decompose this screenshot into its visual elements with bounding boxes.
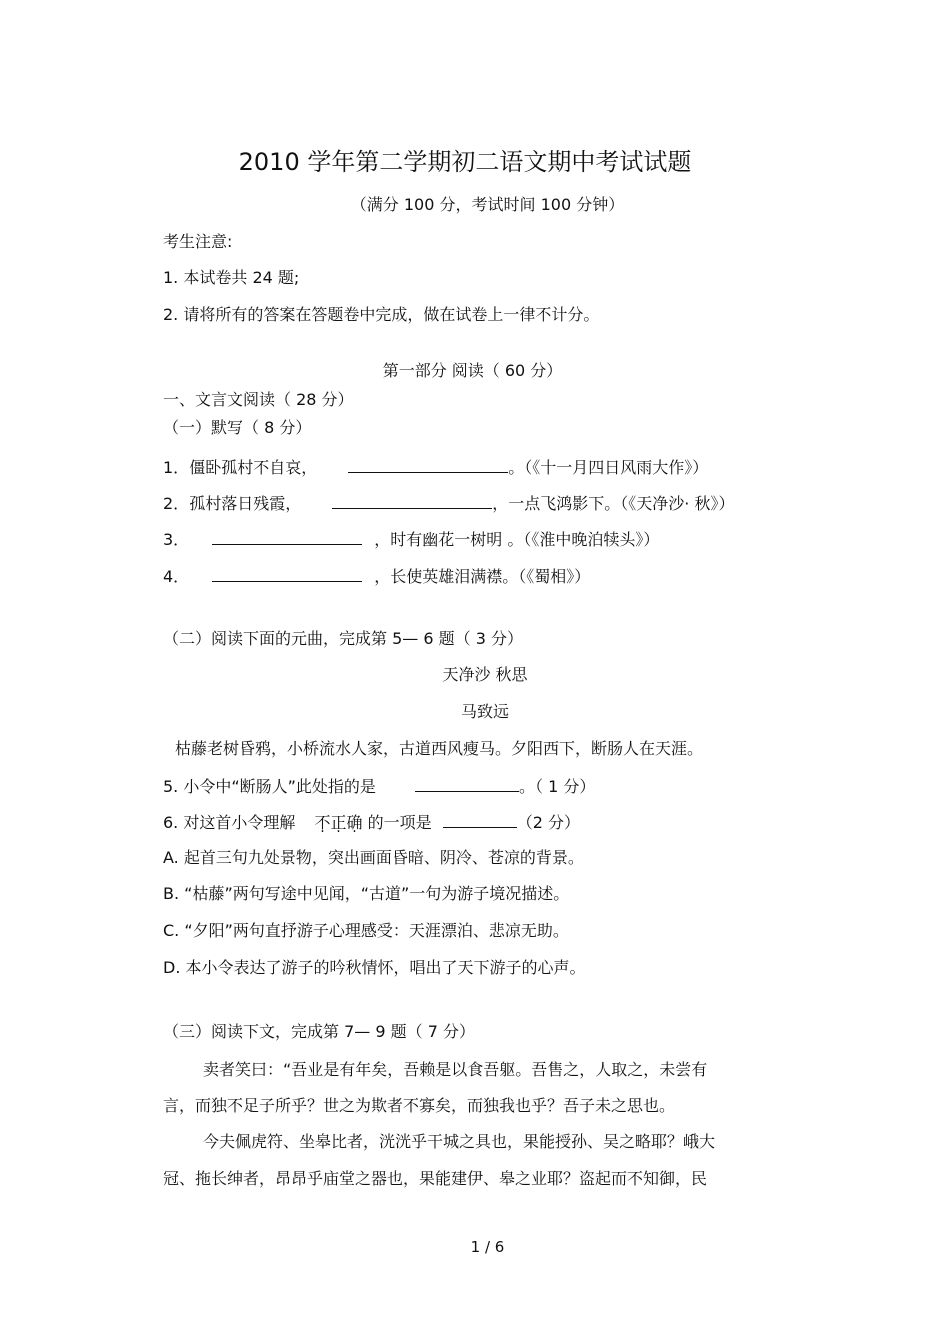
emphasis-text bbox=[314, 813, 362, 832]
question-number: 1． bbox=[163, 458, 190, 477]
section2-heading: （二）阅读下面的元曲，完成第 5— 6 题（ 3 分） bbox=[163, 629, 523, 648]
answer-blank[interactable] bbox=[212, 565, 362, 582]
question-text-pre: 孤村落日残霞， bbox=[189, 494, 302, 513]
emphasis-char: 确 bbox=[346, 813, 363, 832]
section3-heading: （三）阅读下文，完成第 7— 9 题（ 7 分） bbox=[163, 1022, 475, 1041]
answer-blank[interactable] bbox=[332, 492, 492, 509]
page-number: 1 / 6 bbox=[470, 1238, 505, 1256]
answer-blank[interactable] bbox=[212, 528, 362, 545]
option-c: C. “夕阳”两句直抒游子心理感受：天涯漂泊、悲凉无助。 bbox=[163, 921, 569, 940]
question-number: 3． bbox=[163, 530, 190, 549]
question-text-post: ，长使英雄泪满襟。（《蜀相》） bbox=[374, 567, 591, 586]
option-d: D. 本小令表达了游子的吟秋情怀，唱出了天下游子的心声。 bbox=[163, 958, 586, 977]
passage-line: 今夫佩虎符、坐皋比者，洸洸乎干城之具也，果能授孙、吴之略耶？峨大 bbox=[203, 1132, 716, 1151]
page-subtitle: （满分 100 分，考试时间 100 分钟） bbox=[350, 195, 625, 214]
part1-heading: 第一部分 阅读（ 60 分） bbox=[382, 361, 563, 380]
passage-line: 卖者笑曰：“吾业是有年矣，吾赖是以食吾躯。吾售之，人取之，未尝有 bbox=[203, 1060, 708, 1079]
question-3 bbox=[163, 528, 659, 550]
passage-line: 冠、拖长绅者，昂昂乎庙堂之器也，果能建伊、皋之业耶？盗起而不知御，民 bbox=[163, 1169, 708, 1188]
question-text-post: ，一点飞鸿影下。（《天净沙· 秋》） bbox=[492, 494, 735, 513]
question-text-post: 。（ 1 分） bbox=[519, 777, 596, 796]
question-number: 2． bbox=[163, 494, 190, 513]
page-title: 2010 学年第二学期初二语文期中考试试题 bbox=[238, 148, 692, 176]
sub1-heading: （一）默写（ 8 分） bbox=[163, 418, 312, 437]
notice-item-1: 1. 本试卷共 24 题; bbox=[163, 268, 300, 287]
answer-blank[interactable] bbox=[348, 456, 508, 473]
option-b: B. “枯藤”两句写途中见闻，“古道”一句为游子境况描述。 bbox=[163, 884, 570, 903]
question-text-post: 。（《十一月四日风雨大作》） bbox=[508, 458, 709, 477]
emphasis-char: 正 bbox=[330, 813, 347, 832]
question-text-mid: 的一项是 bbox=[367, 813, 432, 832]
notice-item-2: 2. 请将所有的答案在答题卷中完成，做在试卷上一律不计分。 bbox=[163, 305, 600, 324]
poem-title: 天净沙 秋思 bbox=[442, 665, 528, 684]
passage-line: 言，而独不足子所乎？世之为欺者不寡矣，而独我也乎？吾子未之思也。 bbox=[163, 1096, 676, 1115]
question-2 bbox=[163, 492, 734, 514]
question-text-pre: 5. 小令中“断肠人”此处指的是 bbox=[163, 777, 376, 796]
question-text-post: ，时有幽花一树明 。（《淮中晚泊犊头》） bbox=[374, 530, 660, 549]
question-text-pre: 僵卧孤村不自哀， bbox=[189, 458, 318, 477]
question-4 bbox=[163, 565, 590, 587]
question-text-pre: 6. 对这首小令理解 bbox=[163, 813, 296, 832]
option-a: A. 起首三句九处景物，突出画面昏暗、阴冷、苍凉的背景。 bbox=[163, 848, 584, 867]
notice-heading: 考生注意: bbox=[163, 232, 233, 251]
question-1 bbox=[163, 456, 708, 478]
answer-blank[interactable] bbox=[443, 811, 517, 828]
question-5 bbox=[163, 775, 595, 797]
emphasis-char: 不 bbox=[314, 813, 331, 832]
question-text-post: （2 分） bbox=[516, 813, 580, 832]
question-6 bbox=[163, 811, 580, 833]
question-number: 4． bbox=[163, 567, 190, 586]
poem-text: 枯藤老树昏鸦，小桥流水人家，古道西风瘦马。夕阳西下，断肠人在天涯。 bbox=[175, 739, 704, 758]
section1-heading: 一、文言文阅读（ 28 分） bbox=[163, 390, 354, 409]
answer-blank[interactable] bbox=[415, 775, 519, 792]
poem-author: 马致远 bbox=[460, 702, 509, 721]
